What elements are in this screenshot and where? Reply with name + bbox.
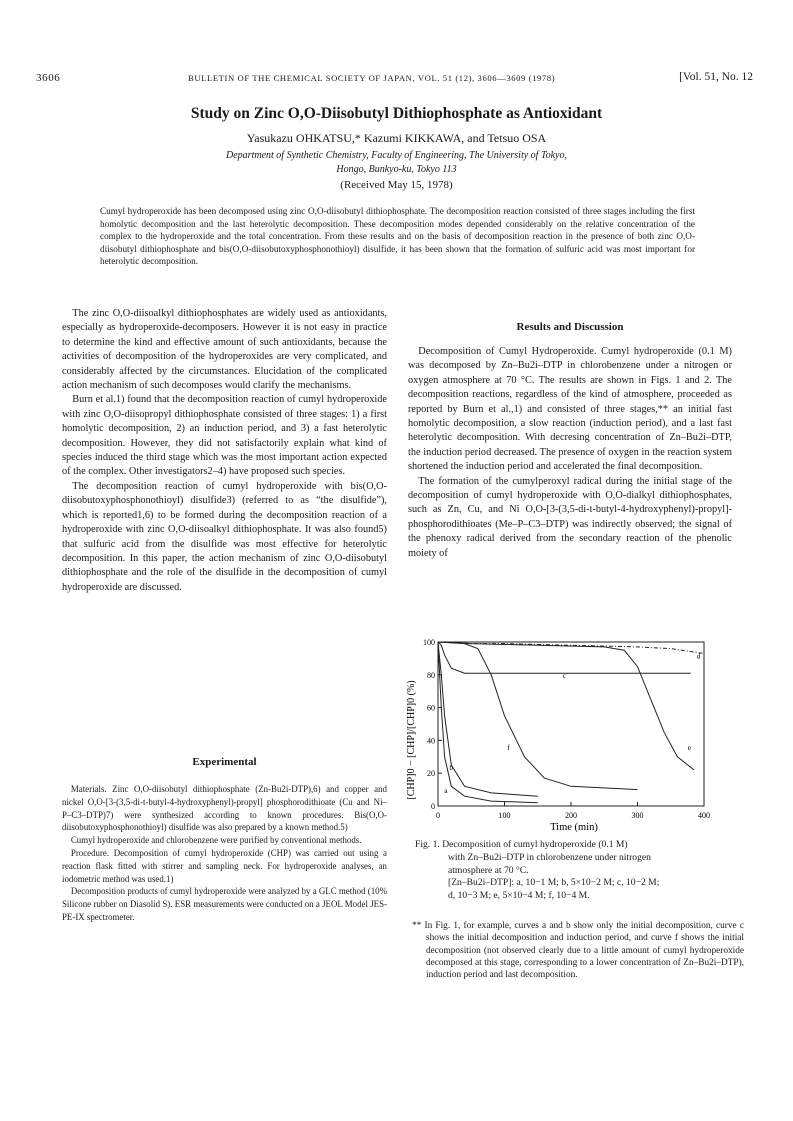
experimental-section <box>62 783 387 924</box>
experimental-heading: Experimental <box>192 756 257 768</box>
x-tick-label: 0 <box>436 811 440 820</box>
journal-name: BULLETIN OF THE CHEMICAL SOCIETY OF JAPAN, VOL. 51 (12), 3606—3609 (1978) <box>188 73 556 83</box>
volume-label: [Vol. 51, No. 12 <box>679 71 753 83</box>
y-tick-label: 0 <box>431 802 435 811</box>
abstract: Cumyl hydroperoxide has been decomposed using zinc O,O-diisobutyl dithiophosphate. The decomposition reaction consisted of three stages including the first homolytic decomposition and the last heterolytic decomposition. These decomposition modes depended considerably on the relative concentration of the complex to the hydroperoxide and the total concentration. From these results and on the basis of decomposition reaction in the presence of both zinc O,O-diisobutyl dithiophosphate and bis(O,O-diisobutoxyphosphonothioyl) disulfide, it has been shown that the formation of sulfuric acid was most important for heterolytic decomposition. <box>100 206 695 266</box>
curve-label: a <box>444 785 448 795</box>
series-f-line <box>438 642 638 790</box>
authors: Yasukazu OHKATSU,* Kazumi KIKKAWA, and Tetsuo OSA <box>246 131 547 145</box>
left-column <box>62 307 387 595</box>
series-e-line <box>438 642 694 770</box>
y-tick-label: 60 <box>427 703 435 713</box>
curve-label: e <box>687 743 692 753</box>
caption-line: atmosphere at 70 °C. <box>448 864 529 876</box>
x-axis-label: Time (min) <box>550 822 598 833</box>
caption-title: Fig. 1. Decomposition of cumyl hydroperoxide (0.1 M) <box>415 839 628 850</box>
series-a-line <box>438 642 538 803</box>
x-tick-label: 300 <box>631 811 644 820</box>
intro-paragraph: Burn et al.1) found that the decomposition reaction of cumyl hydroperoxide with zinc O,O-diisopropyl dithiophosphate consisted of three stages: 1) a first homolytic decomposition, 2) an induction period, and 3) a fast heterolytic decomposition. However, they did not satisfactorily explain what kind of species induced the third stage which was the most important action expected of the complex. Other investigators2–4) have proposed such species. <box>62 394 387 478</box>
caption-line: with Zn–Bu2i–DTP in chlorobenzene under nitrogen <box>448 851 651 863</box>
experimental-paragraph: Procedure. Decomposition of cumyl hydroperoxide (CHP) was carried out using a reaction flask fitted with stirrer and sampling neck. For hydroperoxide analyses, an iodometric method was used.1) <box>62 847 387 884</box>
y-tick-label: 100 <box>423 638 435 647</box>
page-number: 3606 <box>36 72 61 84</box>
plot-frame <box>438 642 704 806</box>
received-date: (Received May 15, 1978) <box>340 179 453 191</box>
experimental-paragraph: Decomposition products of cumyl hydroperoxide were analyzed by a GLC method (10% Silicone rubber on Diasolid S). ESR measurements were conducted on a JEOL Model JES-PE-IX spectrometer. <box>62 886 387 922</box>
experimental-paragraph: Materials. Zinc O,O-diisobutyl dithiophosphate (Zn-Bu2i-DTP),6) and copper and nickel O,O-[3-(3,5-di-t-butyl-4-hydroxyphenyl)-propyl] phosphorodithioate (Cu and Ni–P–C3–DTP)7) were synthesized according to known procedures. Bis(O,O-diisobutoxyphosphonothioyl) disulfide was also prepared by a known method.5) <box>62 784 387 833</box>
y-tick-label: 20 <box>427 769 435 779</box>
x-tick-label: 400 <box>698 811 710 820</box>
curve-label: d <box>696 651 701 661</box>
intro-paragraph: The decomposition reaction of cumyl hydroperoxide with bis(O,O-diisobutoxyphosphonothioyl) disulfide3) (referred to as “the disulfide”), which is reported1,6) to be formed during the decomposition reaction of a hydroperoxide with zinc O,O-diisoalkyl dithiophosphate. It was also found5) that sulfuric acid from the disulfide was most effective for heterolytic decomposition. In this paper, the action mechanism of zinc O,O-diisobutyl dithiophosphate and the role of the disulfide in the decomposition of cumyl hydroperoxide are discussed. <box>62 480 387 593</box>
figure-caption <box>415 839 735 903</box>
y-tick-label: 80 <box>427 670 435 680</box>
affiliation-line-1: Department of Synthetic Chemistry, Faculty of Engineering, The University of Tokyo, <box>226 150 567 161</box>
results-heading: Results and Discussion <box>516 321 624 333</box>
right-column <box>408 345 732 561</box>
intro-paragraph: The zinc O,O-diisoalkyl dithiophosphates are widely used as antioxidants, especially as hydroperoxide-decomposers. However it is not easy in practice to determine the kind and effective amount of such antioxidants, because the activities of decomposition of the hydroperoxides are very complicated, and considerably affected by the circumstances. Elucidation of the complicated action mechanism of such decomposes would clarify the mechanisms. <box>62 308 387 392</box>
curve-label: b <box>449 762 454 772</box>
results-paragraph: Decomposition of Cumyl Hydroperoxide. Cumyl hydroperoxide (0.1 M) was decomposed by Zn–Bu2i–DTP in chlorobenzene under a nitrogen or oxygen atmosphere at 70 °C. The results are shown in Figs. 1 and 2. The decomposition reactions, regardless of the kind of atmosphere, proceeded as reported by Burn et al.,1) and consisted of three stages,** an initial fast homolytic decomposition, a slow reaction (induction period), and a last fast heterolytic decomposition. With decresing concentration of Zn–Bu2i–DTP, the induction period decreased. The presence of oxygen in the reaction system shortened the induction period and accelerated the final decomposition. <box>408 346 732 473</box>
figure-1-chart <box>398 630 732 835</box>
footnote: ** In Fig. 1, for example, curves a and b show only the initial decomposition, curve c shows the initial decomposition and induction period, and curve f shows the initial decomposition (not observed clearly due to a little amount of cumyl hydroperoxide decomposed at this stage, corresponding to a lower concentration of Zn–Bu2i–DTP), induction period and last decomposition. <box>412 921 744 981</box>
curve-label: f <box>507 743 510 753</box>
running-header <box>36 72 753 86</box>
experimental-paragraph: Cumyl hydroperoxide and chlorobenzene were purified by conventional methods. <box>70 835 362 846</box>
caption-line: d, 10−3 M; e, 5×10−4 M; f, 10−4 M. <box>448 890 590 902</box>
affiliation-line-2: Hongo, Bunkyo-ku, Tokyo 113 <box>336 164 457 175</box>
curve-label: c <box>562 671 567 681</box>
x-tick-label: 100 <box>498 811 511 820</box>
y-tick-label: 40 <box>427 736 435 746</box>
paper-title: Study on Zinc O,O-Diisobutyl Dithiophosphate as Antioxidant <box>190 105 603 122</box>
series-c-line <box>438 642 691 673</box>
series-b-line <box>438 642 538 796</box>
results-paragraph: The formation of the cumylperoxyl radical during the initial stage of the decomposition of cumyl hydroperoxide with O,O-dialkyl dithiophosphates, such as Zn, Cu, and Ni O,O-[3-(3,5-di-t-butyl-4-hydroxyphenyl)-propyl]-phosphorodithioates (Me–P–C3–DTP) was indirectly observed; the signal of the phenoxy radical derived from the secondary reaction of the phenolic moiety of <box>408 475 732 559</box>
x-tick-label: 200 <box>565 811 577 820</box>
y-axis-label: [CHP]0 − [CHP]/[CHP]0 (%) <box>406 680 417 800</box>
caption-line: [Zn–Bu2i–DTP]: a, 10−1 M; b, 5×10−2 M; c, 10−2 M; <box>448 877 660 889</box>
